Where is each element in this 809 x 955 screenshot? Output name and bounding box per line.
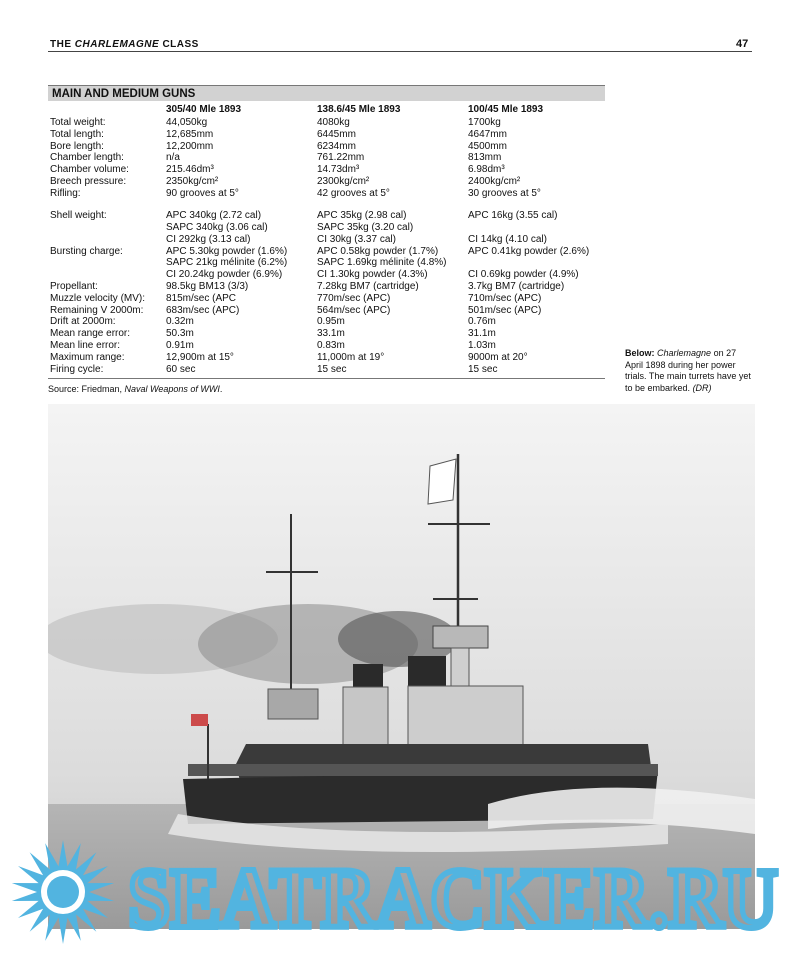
table-cell: 1700kg bbox=[468, 117, 501, 128]
table-cell: 564m/sec (APC) bbox=[317, 304, 391, 316]
table-cell: CI 30kg (3.37 cal) bbox=[317, 233, 396, 245]
table-cell: 12,200mm bbox=[166, 140, 214, 152]
table-cell: 683m/sec (APC) bbox=[166, 304, 240, 316]
table-cell: APC 0.41kg powder (2.6%) bbox=[468, 245, 590, 257]
column-header: 305/40 Mle 1893 bbox=[166, 104, 242, 115]
table-title: MAIN AND MEDIUM GUNS bbox=[48, 85, 605, 101]
table-cell: 11,000m at 19° bbox=[317, 351, 385, 363]
table-cell: 12,900m at 15° bbox=[166, 351, 234, 363]
table-cell: 90 grooves at 5° bbox=[166, 187, 239, 199]
starburst-icon bbox=[12, 840, 114, 944]
table-bottom-rule bbox=[48, 378, 605, 379]
table-cell: CI 20.24kg powder (6.9%) bbox=[166, 269, 283, 281]
table-cell: SAPC 1.69kg mélinite (4.8%) bbox=[317, 257, 447, 269]
column-header: 100/45 Mle 1893 bbox=[468, 104, 544, 115]
table-cell: 2350kg/cm² bbox=[166, 176, 219, 187]
table-cell: 2300kg/cm² bbox=[317, 176, 370, 187]
table-cell: 0.95m bbox=[317, 316, 345, 328]
table-cell: 770m/sec (APC) bbox=[317, 292, 391, 304]
row-label: Total length: bbox=[50, 128, 104, 140]
table-cell: 15 sec bbox=[468, 363, 498, 375]
table-cell: CI 0.69kg powder (4.9%) bbox=[468, 269, 579, 281]
row-label: Rifling: bbox=[50, 187, 81, 199]
running-title: THE CHARLEMAGNE CLASS bbox=[50, 39, 199, 50]
table-cell: APC 16kg (3.55 cal) bbox=[468, 210, 558, 222]
row-label: Total weight: bbox=[50, 117, 106, 128]
row-label: Mean range error: bbox=[50, 328, 131, 340]
table-cell: 1.03m bbox=[468, 339, 496, 351]
table-cell: SAPC 35kg (3.20 cal) bbox=[317, 221, 414, 233]
row-label: Drift at 2000m: bbox=[50, 316, 116, 328]
table-cell: 4500mm bbox=[468, 140, 507, 152]
table-cell: 6445mm bbox=[317, 128, 356, 140]
table-cell: 98.5kg BM13 (3/3) bbox=[166, 280, 249, 292]
seatracker-watermark bbox=[8, 832, 808, 950]
row-label: Remaining V 2000m: bbox=[50, 304, 144, 316]
row-label: Mean line error: bbox=[50, 339, 121, 351]
table-cell: APC 5.30kg powder (1.6%) bbox=[166, 245, 288, 257]
table-cell: SAPC 21kg mélinite (6.2%) bbox=[166, 257, 288, 269]
column-header: 138.6/45 Mle 1893 bbox=[317, 104, 401, 115]
row-label: Chamber volume: bbox=[50, 164, 129, 176]
table-cell: 710m/sec (APC) bbox=[468, 292, 542, 304]
table-cell: 0.32m bbox=[166, 316, 194, 328]
table-cell: APC 0.58kg powder (1.7%) bbox=[317, 245, 439, 257]
row-label: Bursting charge: bbox=[50, 245, 123, 257]
table-source: Source: Friedman, Naval Weapons of WWI. bbox=[48, 384, 223, 394]
table-cell: 60 sec bbox=[166, 363, 196, 375]
table-cell: 15 sec bbox=[317, 363, 347, 375]
table-cell: 0.91m bbox=[166, 339, 194, 351]
row-label: Breech pressure: bbox=[50, 176, 127, 187]
photo-caption: Below: Charlemagne on 27 April 1898 during her power trials. The main turrets have yet to be embarked. (DR) bbox=[625, 348, 751, 393]
table-cell: 7.28kg BM7 (cartridge) bbox=[317, 280, 419, 292]
table-cell: 31.1m bbox=[468, 328, 496, 340]
table-cell: SAPC 340kg (3.06 cal) bbox=[166, 221, 268, 233]
table-cell: 501m/sec (APC) bbox=[468, 304, 542, 316]
row-label: Maximum range: bbox=[50, 351, 125, 363]
table-cell: APC 340kg (2.72 cal) bbox=[166, 210, 262, 222]
row-label: Muzzle velocity (MV): bbox=[50, 292, 146, 304]
table-cell: 761.22mm bbox=[317, 152, 365, 164]
row-label: Bore length: bbox=[50, 140, 104, 152]
table-cell: CI 14kg (4.10 cal) bbox=[468, 233, 547, 245]
table-cell: 2400kg/cm² bbox=[468, 176, 521, 187]
table-cell: 0.83m bbox=[317, 339, 345, 351]
table-cell: 12,685mm bbox=[166, 128, 214, 140]
table-cell: 4647mm bbox=[468, 128, 507, 140]
running-title-ship: CHARLEMAGNE bbox=[74, 39, 160, 50]
table-cell: 3.7kg BM7 (cartridge) bbox=[468, 280, 565, 292]
table-cell: 815m/sec (APC bbox=[166, 292, 237, 304]
table-cell: 44,050kg bbox=[166, 117, 208, 128]
table-cell: 9000m at 20° bbox=[468, 351, 528, 363]
table-cell: 813mm bbox=[468, 152, 502, 164]
row-label: Chamber length: bbox=[50, 152, 124, 164]
watermark-graphic bbox=[8, 832, 808, 950]
table-cell: 6234mm bbox=[317, 140, 356, 152]
caption-ship-name: Charlemagne bbox=[657, 348, 712, 358]
watermark-text: SEATRACKER.RU bbox=[128, 850, 778, 946]
table-cell: 4080kg bbox=[317, 117, 350, 128]
table-cell: CI 1.30kg powder (4.3%) bbox=[317, 269, 428, 281]
header-rule bbox=[48, 51, 752, 52]
row-label: Firing cycle: bbox=[50, 363, 104, 375]
table-cell: 50.3m bbox=[166, 328, 194, 340]
page-number: 47 bbox=[736, 38, 749, 50]
table-cell: 30 grooves at 5° bbox=[468, 187, 541, 199]
row-label: Shell weight: bbox=[50, 210, 107, 222]
table-cell: 6.98dm³ bbox=[468, 164, 505, 176]
table-cell: n/a bbox=[166, 152, 180, 164]
table-cell: 215.46dm³ bbox=[166, 164, 214, 176]
table-cell: 0.76m bbox=[468, 316, 496, 328]
table-cell: APC 35kg (2.98 cal) bbox=[317, 210, 407, 222]
row-label: Propellant: bbox=[50, 280, 98, 292]
table-cell: 33.1m bbox=[317, 328, 345, 340]
table-cell: CI 292kg (3.13 cal) bbox=[166, 233, 251, 245]
table-cell: 42 grooves at 5° bbox=[317, 187, 390, 199]
table-cell: 14.73dm³ bbox=[317, 164, 360, 176]
photo-credit: (DR) bbox=[692, 382, 712, 393]
